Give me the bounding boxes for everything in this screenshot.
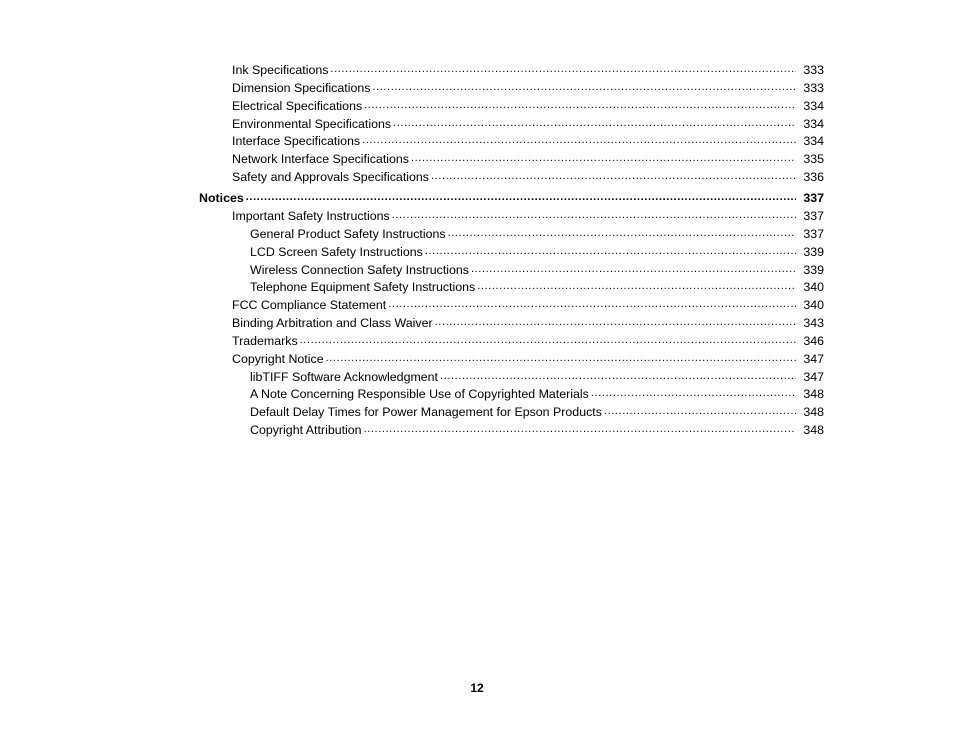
page-number: 12 [470, 681, 484, 695]
toc-dot-leader [591, 386, 796, 401]
toc-dot-leader [448, 226, 796, 241]
toc-dot-leader [471, 262, 796, 277]
toc-entry-title: LCD Screen Safety Instructions [250, 244, 423, 259]
toc-dot-leader [364, 422, 796, 437]
toc-entry-title: Binding Arbitration and Class Waiver [232, 316, 433, 331]
toc-entry-title: Dimension Specifications [232, 80, 371, 95]
toc-entry-page: 333 [803, 63, 824, 77]
toc-entry-page: 336 [803, 170, 824, 185]
toc-entry-page: 334 [803, 116, 824, 131]
toc-entry-page: 337 [803, 208, 824, 223]
toc-entry[interactable] [250, 224, 824, 242]
toc-entry-title: Wireless Connection Safety Instructions [250, 262, 469, 277]
toc-entry-title: FCC Compliance Statement [232, 298, 387, 313]
toc-entry[interactable] [250, 242, 824, 260]
toc-entry[interactable] [232, 149, 824, 167]
toc-dot-leader [411, 151, 796, 166]
toc-dot-leader [300, 333, 796, 348]
toc-entry-title: Interface Specifications [232, 134, 361, 149]
toc-dot-leader [435, 315, 796, 330]
toc-entry-title: Important Safety Instructions [232, 208, 390, 223]
toc-entry[interactable] [232, 131, 824, 149]
toc-entry-page: 340 [803, 298, 824, 313]
toc-entry[interactable] [232, 206, 824, 224]
toc-dot-leader [326, 351, 796, 366]
toc-entry[interactable] [232, 60, 824, 78]
toc-entry[interactable] [250, 367, 824, 385]
toc-entry-title: Default Delay Times for Power Management for Epson Products [250, 405, 602, 420]
toc-entry-title: General Product Safety Instructions [250, 226, 446, 241]
toc-entry-page: 346 [803, 333, 824, 348]
toc-entry-page: 347 [803, 369, 824, 384]
toc-dot-leader [604, 404, 796, 419]
toc-entry[interactable] [232, 331, 824, 349]
toc-dot-leader [388, 297, 796, 312]
toc-entry-title: Electrical Specifications [232, 98, 363, 113]
toc-entry[interactable] [250, 384, 824, 402]
toc-entry-title: Trademarks [232, 333, 298, 348]
toc-entry-page: 339 [803, 262, 824, 277]
toc-entry-page: 348 [803, 387, 824, 402]
toc-entry-title: Copyright Notice [232, 351, 324, 366]
toc-entry-page: 337 [803, 190, 824, 205]
toc-entry-page: 340 [803, 280, 824, 295]
toc-dot-leader [393, 116, 796, 131]
toc-entry-page: 339 [803, 244, 824, 259]
toc-dot-leader [246, 190, 796, 205]
toc-dot-leader [440, 369, 796, 384]
toc-dot-leader [392, 208, 796, 223]
toc-entry-title: Network Interface Specifications [232, 152, 409, 167]
toc-entry[interactable] [232, 78, 824, 96]
toc-entry[interactable] [250, 402, 824, 420]
toc-entry-page: 347 [803, 351, 824, 366]
toc-entry-page: 333 [803, 80, 824, 95]
toc-entry-title: libTIFF Software Acknowledgment [250, 369, 439, 384]
toc-dot-leader [362, 133, 796, 148]
toc-dot-leader [330, 62, 796, 77]
toc-entry[interactable] [199, 188, 824, 206]
toc-entry[interactable] [250, 277, 824, 295]
toc-entry-page: 348 [803, 405, 824, 420]
toc-entry-title: Telephone Equipment Safety Instructions [250, 280, 476, 295]
toc-entry-page: 343 [803, 316, 824, 331]
toc-entry-page: 334 [803, 134, 824, 149]
toc-dot-leader [364, 98, 796, 113]
toc-dot-leader [431, 169, 796, 184]
toc-entry-page: 335 [803, 152, 824, 167]
toc-entry[interactable] [232, 295, 824, 313]
toc-entry-title: Environmental Specifications [232, 116, 392, 131]
toc-entry-title: A Note Concerning Responsible Use of Copyrighted Materials [250, 387, 589, 402]
toc-entry[interactable] [250, 420, 824, 438]
toc-entry-page: 348 [803, 423, 824, 438]
toc-entry-page: 334 [803, 98, 824, 113]
toc-dot-leader [425, 244, 796, 259]
toc-entry-title: Ink Specifications [232, 63, 329, 77]
toc-entry[interactable] [232, 96, 824, 114]
toc-entry[interactable] [232, 167, 824, 185]
toc-dot-leader [477, 279, 796, 294]
toc-entry-title: Safety and Approvals Specifications [232, 170, 429, 185]
toc-entry[interactable] [250, 260, 824, 278]
toc-entry-title: Notices [199, 190, 244, 205]
toc-entry-title: Copyright Attribution [250, 423, 362, 438]
toc-dot-leader [372, 80, 796, 95]
toc-entry[interactable] [232, 114, 824, 132]
toc-entry[interactable] [232, 349, 824, 367]
toc-entry-page: 337 [803, 226, 824, 241]
toc-entry[interactable] [232, 313, 824, 331]
